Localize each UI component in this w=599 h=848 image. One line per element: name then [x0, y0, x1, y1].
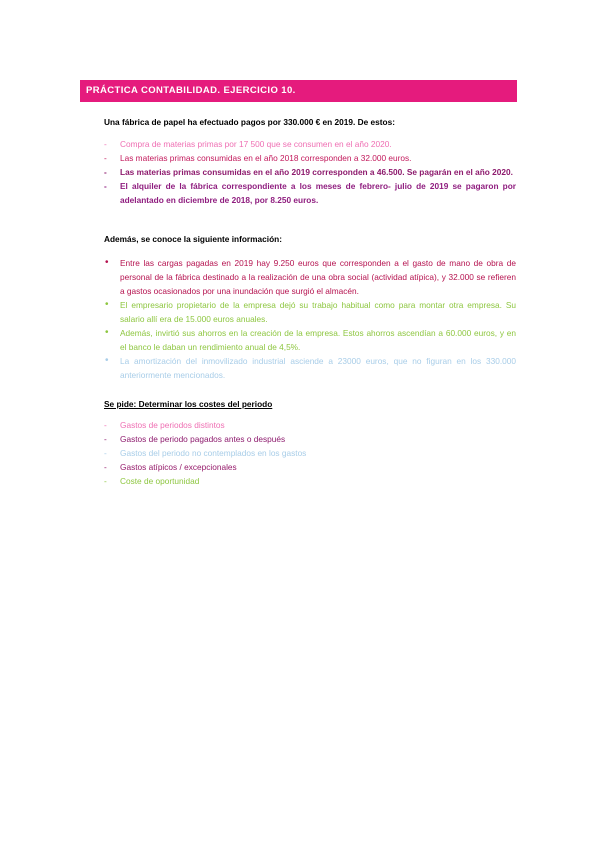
cost-item	[104, 418, 516, 432]
task-heading: Se pide: Determinar los costes del periodo	[104, 399, 273, 409]
cost-text: Coste de oportunidad	[120, 476, 200, 486]
payment-text: Las materias primas consumidas en el año 2019 corresponden a 46.500. Se pagarán en el año 2020.	[120, 167, 513, 177]
cost-text: Gastos atípicos / excepcionales	[120, 462, 237, 472]
bullet-marker: •	[105, 327, 109, 338]
dash-marker: -	[104, 448, 107, 458]
info-text: La amortización del inmovilizado industrial asciende a 23000 euros, que no figuran en los 330.000 anteriormente mencionados.	[120, 356, 516, 380]
exercise-title: PRÁCTICA CONTABILIDAD. EJERCICIO 10.	[80, 80, 517, 102]
bullet-marker: •	[105, 355, 109, 366]
dash-marker: -	[104, 153, 107, 163]
dash-marker: -	[104, 181, 107, 191]
payment-item	[104, 165, 516, 179]
bullet-marker: •	[105, 257, 109, 268]
info-text: Entre las cargas pagadas en 2019 hay 9.250 euros que corresponden a el gasto de mano de obra de personal de la fábrica destinado a la realización de una obra social (actividad atípica), y 32.000 se refieren a gastos ocasionados por una inundación que surgió el almacén.	[120, 258, 516, 296]
costs-list	[104, 418, 516, 488]
info-item	[104, 354, 516, 382]
cost-item	[104, 446, 516, 460]
cost-text: Gastos de periodo pagados antes o después	[120, 434, 286, 444]
info-item	[104, 256, 516, 298]
dash-marker: -	[104, 167, 107, 177]
info-item	[104, 298, 516, 326]
cost-text: Gastos del periodo no contemplados en los gastos	[120, 448, 307, 458]
cost-text: Gastos de periodos distintos	[120, 420, 225, 430]
info-text: Además, invirtió sus ahorros en la creación de la empresa. Estos ahorros ascendían a 60.000 euros, y en el banco le daban un rendimiento anual de 4,5%.	[120, 328, 516, 352]
dash-marker: -	[104, 476, 107, 486]
payment-item	[104, 137, 516, 151]
payment-text: Compra de materias primas por 17 500 que se consumen en el año 2020.	[120, 139, 392, 149]
dash-marker: -	[104, 434, 107, 444]
info-list	[104, 256, 516, 382]
info-item	[104, 326, 516, 354]
dash-marker: -	[104, 462, 107, 472]
additional-info-heading: Además, se conoce la siguiente información:	[104, 234, 282, 244]
payment-text: Las materias primas consumidas en el año 2018 corresponden a 32.000 euros.	[120, 153, 412, 163]
payment-text: El alquiler de la fábrica correspondiente a los meses de febrero- julio de 2019 se pagaron por adelantado en diciembre de 2018, por 8.250 euros.	[120, 181, 516, 205]
cost-item	[104, 460, 516, 474]
intro-text: Una fábrica de papel ha efectuado pagos por 330.000 € en 2019. De estos:	[104, 117, 395, 127]
info-text: El empresario propietario de la empresa dejó su trabajo habitual como para montar otra empresa. Su salario allí era de 15.000 euros anuales.	[120, 300, 516, 324]
dash-marker: -	[104, 420, 107, 430]
bullet-marker: •	[105, 299, 109, 310]
dash-marker: -	[104, 139, 107, 149]
payment-item	[104, 179, 516, 207]
cost-item	[104, 432, 516, 446]
cost-item	[104, 474, 516, 488]
payments-list	[104, 137, 516, 207]
payment-item	[104, 151, 516, 165]
